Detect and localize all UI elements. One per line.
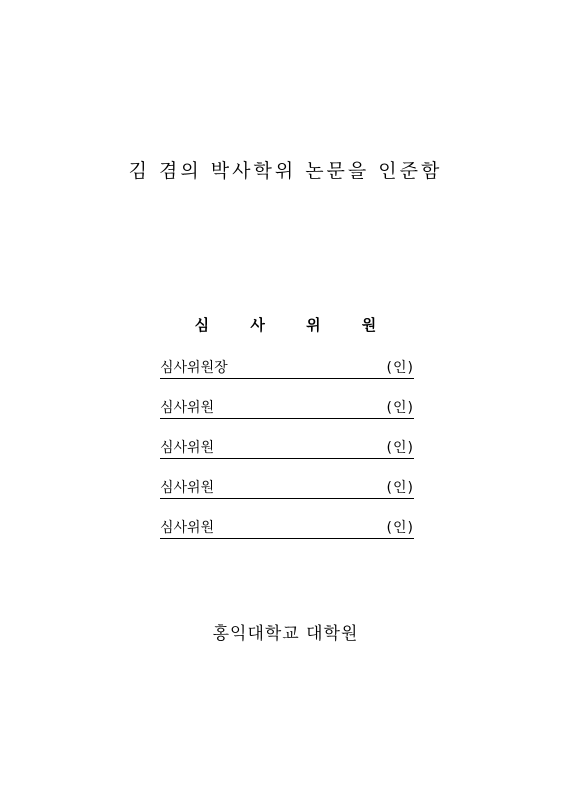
seal-mark: (인) (386, 400, 414, 416)
seal-mark: (인) (386, 480, 414, 496)
signature-line-chair (160, 358, 414, 379)
signature-line-member (160, 398, 414, 419)
seal-mark: (인) (386, 360, 414, 376)
university-name: 홍익대학교 대학원 (212, 624, 359, 644)
signature-role: 심사위원 (160, 520, 215, 536)
signature-role: 심사위원 (160, 440, 215, 456)
signature-role: 심사위원 (160, 400, 215, 416)
signature-line-member (160, 438, 414, 459)
seal-mark: (인) (386, 520, 414, 536)
committee-heading: 심 사 위 원 (194, 316, 395, 334)
page-title: 김 겸의 박사학위 논문을 인준함 (128, 160, 443, 182)
signature-line-member (160, 478, 414, 499)
signature-role: 심사위원장 (160, 360, 228, 376)
signature-line-member (160, 518, 414, 539)
seal-mark: (인) (386, 440, 414, 456)
signature-role: 심사위원 (160, 480, 215, 496)
signature-list (160, 358, 414, 558)
